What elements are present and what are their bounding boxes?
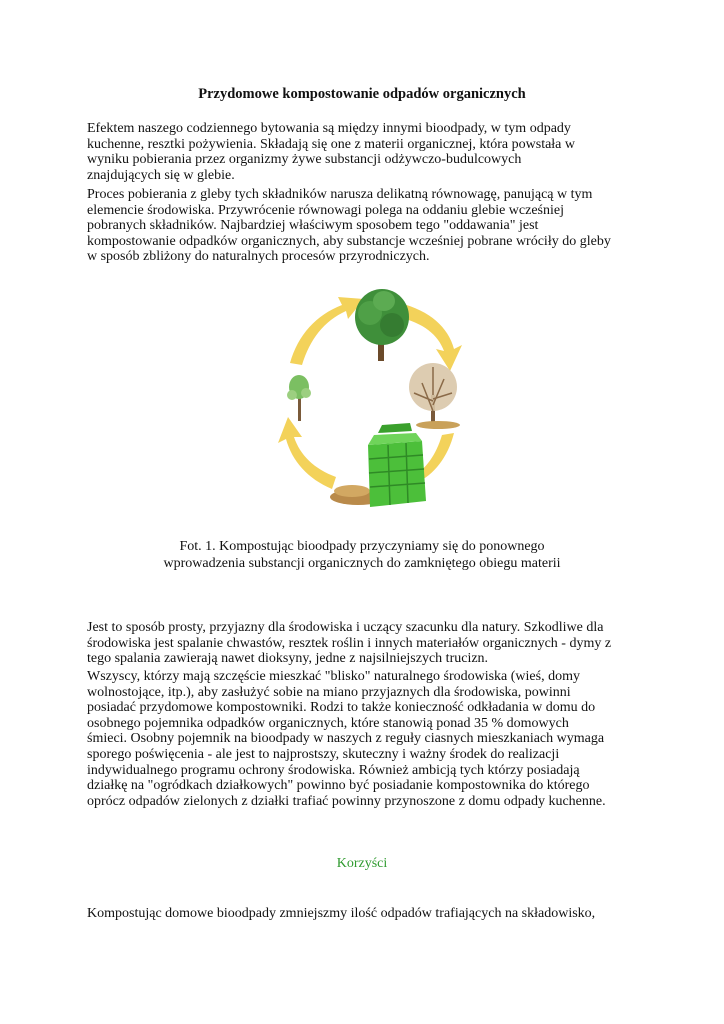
paragraph-line: posiadać przydomowe kompostowniki. Rodzi to także konieczność odkładania w domu do <box>87 700 596 716</box>
caption-line: wprowadzenia substancji organicznych do zamkniętego obiegu materii <box>163 556 561 571</box>
figure-caption <box>0 538 724 572</box>
paragraph-line: sporego poświęcenia - ale jest to najprostszy, skuteczny i ważny środek do realizacji <box>87 746 560 762</box>
bare-tree-icon <box>409 363 460 429</box>
paragraph-line: w sposób zbliżony do naturalnych procesów przyrodniczych. <box>87 249 430 265</box>
caption-line: Fot. 1. Kompostując bioodpady przyczyniamy się do ponownego <box>179 539 545 554</box>
paragraph-line: tego spalania zawierają nawet dioksyny, jedne z najsilniejszych trucizn. <box>87 651 489 667</box>
paragraph-line: wyniku pobierania przez organizmy żywe substancji odżywczo-budulcowych <box>87 152 522 168</box>
paragraph-5 <box>87 906 657 922</box>
sapling-icon <box>287 375 311 421</box>
paragraph-line: pobranych składników. Najbardziej właściwym sposobem tego "oddawania" jest <box>87 218 539 234</box>
paragraph-line: Efektem naszego codziennego bytowania są między innymi bioodpady, w tym odpady <box>87 121 571 136</box>
paragraph-line: kuchenne, resztki pożywienia. Składają się one z materii organicznej, która powstała w <box>87 136 576 152</box>
paragraph-4 <box>87 669 657 809</box>
paragraph-line: działkę na "ogródkach działkowych" powinno być posiadanie kompostownika do którego <box>87 778 590 794</box>
paragraph-line: elemencie środowiska. Przywrócenie równowagi polega na oddaniu glebie wcześniej <box>87 202 564 218</box>
paragraph-line: Jest to sposób prosty, przyjazny dla środowiska i uczący szacunku dla natury. Szkodliwe dla <box>87 620 604 635</box>
page-title: Przydomowe kompostowanie odpadów organicznych <box>198 86 526 102</box>
paragraph-line: znajdujących się w glebie. <box>87 167 235 183</box>
paragraph-3 <box>87 620 657 667</box>
cycle-arrow-bottom-left <box>278 417 336 489</box>
paragraph-line: Proces pobierania z gleby tych składników narusza delikatną równowagę, panującą w tym <box>87 187 593 202</box>
paragraph-line: osobnego pojemnika odpadków organicznych, które stanowią ponad 35 % domowych <box>87 715 569 731</box>
paragraph-line: indywidualnego programu ochrony środowiska. Również ambicją tych którzy posiadają <box>87 762 580 778</box>
paragraph-2 <box>87 187 657 265</box>
paragraph-line: Kompostując domowe bioodpady zmniejszmy ilość odpadów trafiających na składowisko, <box>87 906 596 921</box>
cycle-arrow-top-left <box>290 297 364 365</box>
paragraph-line: wolnostojące, itp.), aby zasłużyć sobie na miano przyjaznych dla środowiska, powinni <box>87 684 571 700</box>
compost-bin-icon <box>330 423 426 507</box>
paragraph-line: oprócz odpadów zielonych z działki trafiać powinny przynoszone z domu odpady kuchenne. <box>87 793 606 809</box>
compost-cycle-figure <box>272 283 472 515</box>
section-heading-korzysci: Korzyści <box>336 856 388 871</box>
paragraph-line: Wszyscy, którzy mają szczęście mieszkać "blisko" naturalnego środowiska (wieś, domy <box>87 669 580 684</box>
paragraph-line: śmieci. Osobny pojemnik na bioodpady w naszych z reguły ciasnych mieszkaniach wymaga <box>87 731 605 747</box>
paragraph-1 <box>87 121 657 183</box>
green-tree-icon <box>355 289 409 361</box>
paragraph-line: kompostowanie odpadków organicznych, aby substancje wcześniej pobrane wróciły do gleby <box>87 233 611 249</box>
paragraph-line: środowiska jest spalanie chwastów, resztek roślin i innych materiałów organicznych - dymy z <box>87 635 612 651</box>
compost-cycle-illustration-icon <box>272 283 472 515</box>
